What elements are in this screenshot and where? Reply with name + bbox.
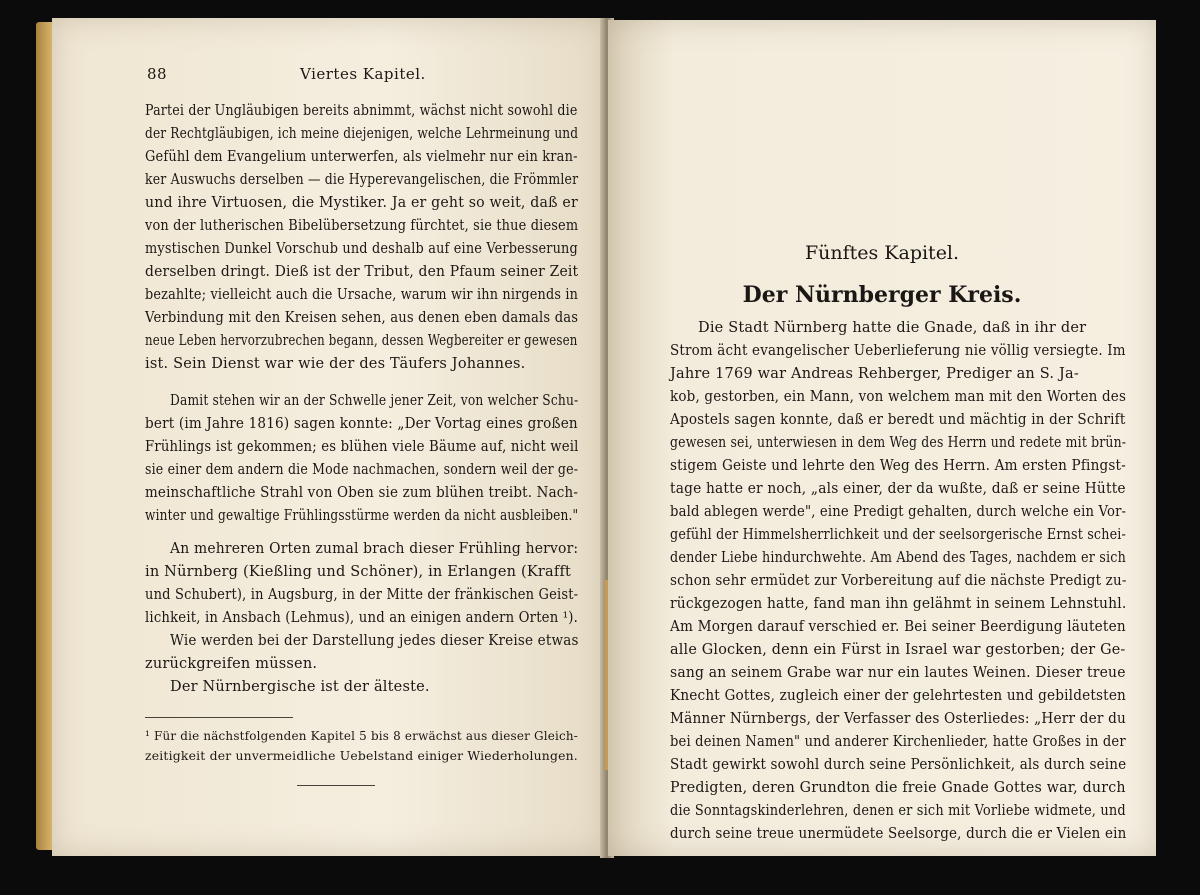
- text-line: bei deinen Namen" und anderer Kirchenlieder, hatte Großes in der: [670, 734, 1126, 750]
- chapter-heading: Fünftes Kapitel.: [804, 242, 960, 264]
- text-line: rückgezogen hatte, fand man ihn gelähmt in seinem Lehnstuhl.: [670, 596, 1127, 612]
- text-line: lichkeit, in Ansbach (Lehmus), und an einigen andern Orten ¹).: [145, 610, 579, 626]
- text-line: Predigten, deren Grundton die freie Gnade Gottes war, durch: [670, 780, 1126, 796]
- text-line: Gefühl dem Evangelium unterwerfen, als vielmehr nur ein kran-: [145, 149, 578, 165]
- text-line: An mehreren Orten zumal brach dieser Frühling hervor:: [170, 541, 579, 557]
- text-line: Jahre 1769 war Andreas Rehberger, Prediger an S. Ja-: [670, 366, 1079, 382]
- text-line: winter und gewaltige Frühlingsstürme werden da nicht ausbleiben.": [145, 508, 579, 524]
- footnote-line: zeitigkeit der unvermeidliche Uebelstand einiger Wiederholungen.: [145, 748, 578, 763]
- text-line: gefühl der Himmelsherrlichkeit und der seelsorgerische Ernst schei-: [670, 527, 1126, 543]
- text-line: Knecht Gottes, zugleich einer der gelehrtesten und gebildetsten: [670, 688, 1127, 704]
- text-line: die Sonntagskinderlehren, denen er sich mit Vorliebe widmete, und: [670, 803, 1126, 819]
- page-number: 88: [147, 65, 168, 83]
- text-line: durch seine treue unermüdete Seelsorge, durch die er Vielen ein: [670, 826, 1127, 842]
- text-line: Männer Nürnbergs, der Verfasser des Osterliedes: „Herr der du: [670, 711, 1126, 727]
- text-line: Damit stehen wir an der Schwelle jener Zeit, von welcher Schu-: [170, 393, 579, 409]
- text-line: mystischen Dunkel Vorschub und deshalb auf eine Verbesserung: [145, 241, 578, 257]
- text-line: meinschaftliche Strahl von Oben sie zum blühen treibt. Nach-: [145, 485, 579, 501]
- text-line: bert (im Jahre 1816) sagen konnte: „Der Vortag eines großen: [145, 416, 578, 432]
- text-line: in Nürnberg (Kießling und Schöner), in Erlangen (Krafft: [145, 564, 572, 580]
- text-line: der Rechtgläubigen, ich meine diejenigen, welche Lehrmeinung und: [145, 126, 579, 142]
- text-line: bald ablegen werde", eine Predigt gehalten, durch welche ein Vor-: [670, 504, 1127, 520]
- text-line: Strom ächt evangelischer Ueberlieferung nie völlig versiegte. Im: [670, 343, 1126, 359]
- text-line: gewesen sei, unterwiesen in dem Weg des Herrn und redete mit brün-: [670, 435, 1127, 451]
- text-line: Frühlings ist gekommen; es blühen viele Bäume auf, nicht weil: [145, 439, 579, 455]
- footnote-line: ¹ Für die nächstfolgenden Kapitel 5 bis 8 erwächst aus dieser Gleich-: [145, 728, 579, 743]
- text-line: bezahlte; vielleicht auch die Ursache, warum wir ihn nirgends in: [145, 287, 579, 303]
- footnote-rule: [145, 717, 293, 718]
- running-head: Viertes Kapitel.: [300, 65, 426, 83]
- right-page: [608, 20, 1156, 856]
- text-line: Verbindung mit den Kreisen sehen, aus denen eben damals das: [145, 310, 579, 326]
- text-line: alle Glocken, denn ein Fürst in Israel war gestorben; der Ge-: [670, 642, 1126, 658]
- text-line: kob, gestorben, ein Mann, von welchem man mit den Worten des: [670, 389, 1127, 405]
- text-line: derselben dringt. Dieß ist der Tribut, den Pfaum seiner Zeit: [145, 264, 579, 280]
- text-line: und ihre Virtuosen, die Mystiker. Ja er geht so weit, daß er: [145, 195, 578, 211]
- text-line: ker Auswuchs derselben — die Hyperevangelischen, die Frömmler: [145, 172, 579, 188]
- text-line: zurückgreifen müssen.: [145, 656, 318, 672]
- text-line: Stadt gewirkt sowohl durch seine Persönlichkeit, als durch seine: [670, 757, 1127, 773]
- text-line: tage hatte er noch, „als einer, der da wußte, daß er seine Hütte: [670, 481, 1126, 497]
- chapter-title: Der Nürnberger Kreis.: [742, 282, 1022, 308]
- text-line: stigem Geiste und lehrte den Weg des Herrn. Am ersten Pfingst-: [670, 458, 1126, 474]
- text-line: Der Nürnbergische ist der älteste.: [170, 679, 430, 695]
- text-line: von der lutherischen Bibelübersetzung fürchtet, sie thue diesem: [145, 218, 579, 234]
- text-line: ist. Sein Dienst war wie der des Täufers Johannes.: [145, 356, 526, 372]
- text-line: und Schubert), in Augsburg, in der Mitte der fränkischen Geist-: [145, 587, 579, 603]
- text-line: Apostels sagen konnte, daß er beredt und mächtig in der Schrift: [670, 412, 1126, 428]
- end-rule: [297, 785, 375, 786]
- text-line: dender Liebe hindurchwehte. Am Abend des Tages, nachdem er sich: [670, 550, 1126, 566]
- text-line: schon sehr ermüdet zur Vorbereitung auf die nächste Predigt zu-: [670, 573, 1127, 589]
- text-line: sie einer dem andern die Mode nachmachen, sondern weil der ge-: [145, 462, 579, 478]
- left-page: [52, 18, 608, 856]
- text-line: Wie werden bei der Darstellung jedes dieser Kreise etwas: [170, 633, 579, 649]
- text-line: neue Leben hervorzubrechen begann, dessen Wegbereiter er gewesen: [145, 333, 578, 349]
- text-line: Am Morgen darauf verschied er. Bei seiner Beerdigung läuteten: [670, 619, 1126, 635]
- text-line: sang an seinem Grabe war nur ein lautes Weinen. Dieser treue: [670, 665, 1126, 681]
- text-line: Die Stadt Nürnberg hatte die Gnade, daß in ihr der: [698, 320, 1087, 336]
- text-line: Partei der Ungläubigen bereits abnimmt, wächst nicht sowohl die: [145, 103, 578, 119]
